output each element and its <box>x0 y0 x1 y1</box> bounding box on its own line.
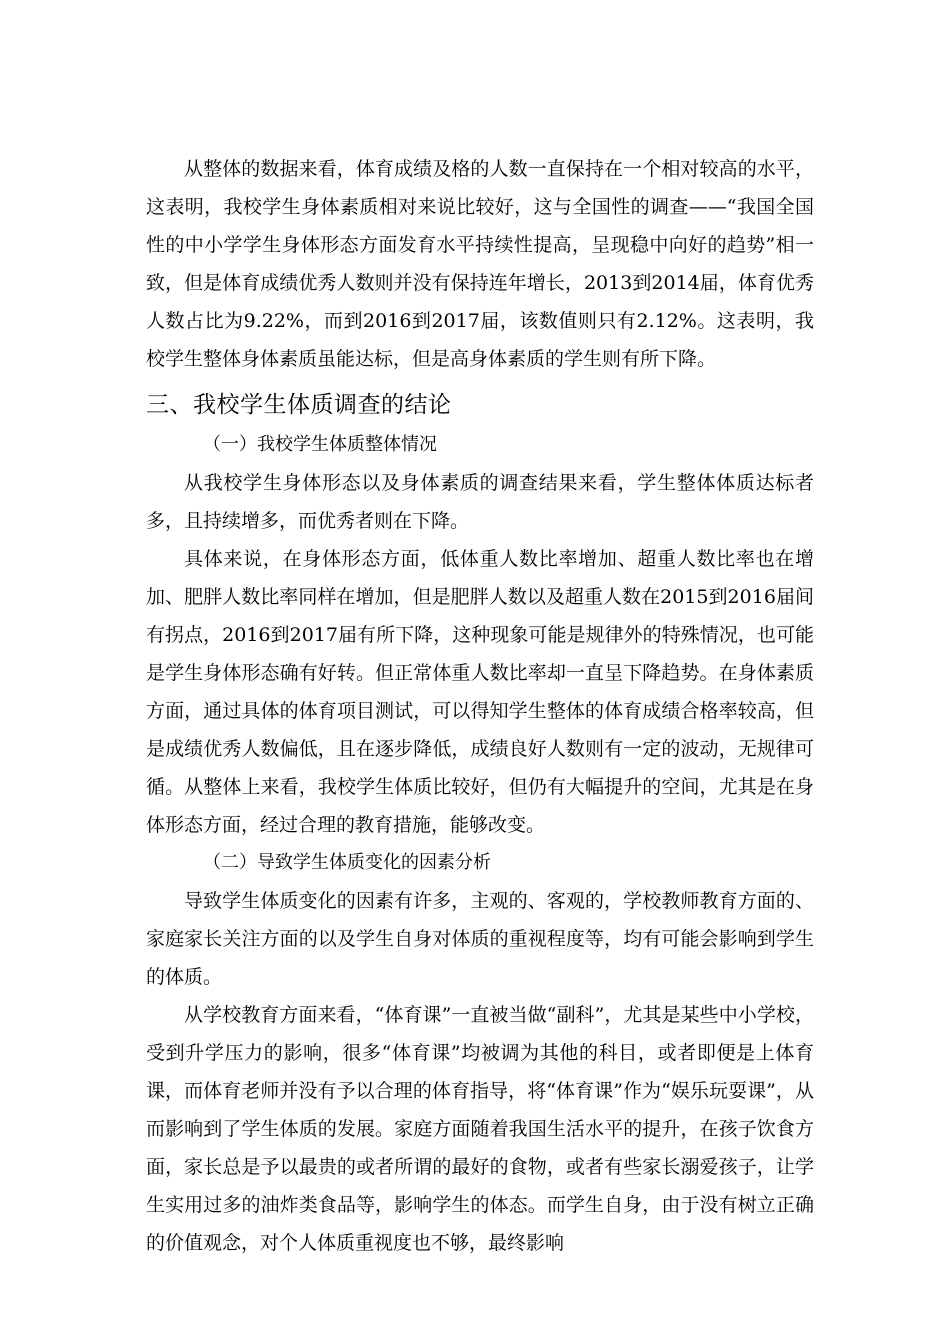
section-heading: 三、我校学生体质调查的结论 <box>146 392 452 418</box>
body-paragraph: 从我校学生身体形态以及身体素质的调查结果来看，学生整体体质达标者多，且持续增多，而优秀者则在下降。 <box>146 472 814 532</box>
body-paragraph: 导致学生体质变化的因素有许多，主观的、客观的，学校教师教育方面的、家庭家长关注方面的以及学生自身对体质的重视程度等，均有可能会影响到学生的体质。 <box>146 890 814 988</box>
body-paragraph: 从学校教育方面来看，“体育课”一直被当做“副科”，尤其是某些中小学校，受到升学压力的影响，很多“体育课”均被调为其他的科目，或者即便是上体育课，而体育老师并没有予以合理的体育指导，将“体育课”作为“娱乐玩耍课”，从而影响到了学生体质的发展。家庭方面随着我国生活水平的提升，在孩子饮食方面，家长总是予以最贵的或者所谓的最好的食物，或者有些家长溺爱孩子，让学生实用过多的油炸类食品等，影响学生的体态。而学生自身，由于没有树立正确的价值观念，对个人体质重视度也不够，最终影响 <box>146 1004 814 1254</box>
body-paragraph: 具体来说，在身体形态方面，低体重人数比率增加、超重人数比率也在增加、肥胖人数比率同样在增加，但是肥胖人数以及超重人数在2015到2016届间有拐点，2016到2017届有所下降，这种现象可能是规律外的特殊情况，也可能是学生身体形态确有好转。但正常体重人数比率却一直呈下降趋势。在身体素质方面，通过具体的体育项目测试，可以得知学生整体的体育成绩合格率较高，但是成绩优秀人数偏低，且在逐步降低，成绩良好人数则有一定的波动，无规律可循。从整体上来看，我校学生体质比较好，但仍有大幅提升的空间，尤其是在身体形态方面，经过合理的教育措施，能够改变。 <box>146 548 814 836</box>
document-body <box>146 150 814 1262</box>
body-paragraph: 从整体的数据来看，体育成绩及格的人数一直保持在一个相对较高的水平，这表明，我校学生身体素质相对来说比较好，这与全国性的调查——“我国全国性的中小学学生身体形态方面发育水平持续性提高，呈现稳中向好的趋势”相一致，但是体育成绩优秀人数则并没有保持连年增长，2013到2014届，体育优秀人数占比为9.22%，而到2016到2017届，该数值则只有2.12%。这表明，我校学生整体身体素质虽能达标，但是高身体素质的学生则有所下降。 <box>146 158 814 370</box>
subsection-heading: （二）导致学生体质变化的因素分析 <box>203 852 491 873</box>
subsection-heading: （一）我校学生体质整体情况 <box>203 434 437 455</box>
